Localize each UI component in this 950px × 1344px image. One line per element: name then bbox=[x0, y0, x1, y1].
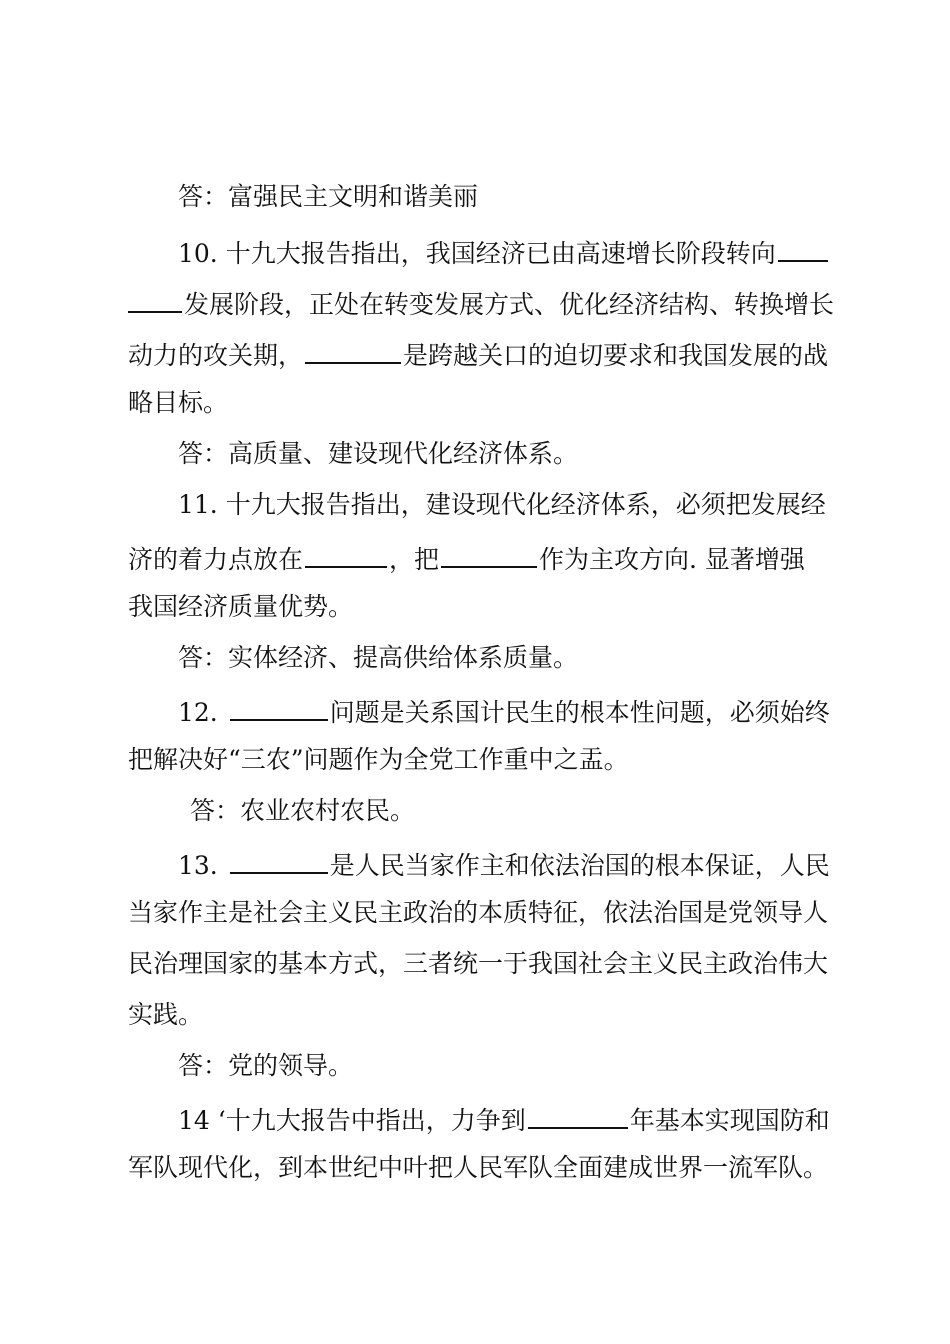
question-13-text-3: 民治理国家的基本方式，三者统一于我国社会主义民主政治伟大 bbox=[128, 949, 829, 978]
question-13-number: 13. bbox=[178, 851, 218, 880]
answer-12 bbox=[190, 791, 950, 831]
question-14-blank bbox=[528, 1097, 628, 1129]
question-14-line-1 bbox=[178, 1097, 950, 1137]
answer-9-text: 答：富强民主文明和谐美丽 bbox=[178, 182, 479, 211]
question-11-text-3: 我国经济质量优势。 bbox=[128, 592, 354, 621]
question-13-text-1: 是人民当家作主和依法治国的根本保证，人民 bbox=[329, 851, 830, 880]
answer-10-text: 答：高质量、建设现代化经济体系。 bbox=[178, 439, 579, 468]
question-10-text-3a: 动力的攻关期， bbox=[128, 341, 304, 370]
answer-11-text: 答：实体经济、提高供给体系质量。 bbox=[178, 643, 579, 672]
question-10-text-3b: 是跨越关口的迫切要求和我国发展的战 bbox=[403, 341, 829, 370]
question-10-line-1 bbox=[178, 230, 950, 270]
question-11-line-3 bbox=[128, 587, 950, 627]
answer-13-text: 答：党的领导。 bbox=[178, 1051, 354, 1080]
question-10-blank-2 bbox=[305, 332, 401, 364]
question-11-blank-1 bbox=[305, 536, 387, 568]
question-10-text-4: 略目标。 bbox=[128, 388, 229, 417]
question-11-line-1 bbox=[178, 485, 950, 525]
question-11-text-2a: 济的着力点放在 bbox=[128, 545, 304, 574]
question-10-line-2 bbox=[128, 281, 950, 321]
question-13-line-3 bbox=[128, 944, 950, 984]
question-10-text-2: 发展阶段，正处在转变发展方式、优化经济结构、转换增长 bbox=[184, 290, 835, 319]
question-12-line-2 bbox=[128, 740, 950, 780]
question-11-line-2 bbox=[128, 536, 950, 576]
question-14-line-2 bbox=[128, 1148, 950, 1188]
question-13-blank bbox=[230, 842, 328, 874]
question-14-text-1a: 14 ‘十九大报告中指出，力争到 bbox=[178, 1106, 526, 1135]
question-12-text-1: 问题是关系国计民生的根本性问题，必须始终 bbox=[329, 698, 830, 727]
question-12-text-2: 把解决好“三农”问题作为全党工作重中之盂。 bbox=[128, 745, 629, 774]
question-13-line-1 bbox=[178, 842, 950, 882]
answer-13 bbox=[178, 1046, 950, 1086]
question-14-text-2: 军队现代化，到本世纪中叶把人民军队全面建成世界一流军队。 bbox=[128, 1153, 829, 1182]
question-12-line-1 bbox=[178, 689, 950, 729]
question-11-blank-2 bbox=[441, 536, 537, 568]
question-11-text-1: 11. 十九大报告指出，建设现代化经济体系，必须把发展经 bbox=[178, 490, 826, 519]
question-11-text-2c: 作为主攻方向. 显著增强 bbox=[539, 545, 805, 574]
question-13-text-4: 实践。 bbox=[128, 1000, 204, 1029]
answer-10 bbox=[178, 434, 950, 474]
question-13-line-2 bbox=[128, 893, 950, 933]
question-12-blank bbox=[230, 689, 328, 721]
answer-12-text: 答：农业农村农民。 bbox=[190, 796, 416, 825]
question-11-text-2b: ，把 bbox=[389, 545, 440, 574]
question-13-text-2: 当家作主是社会主义民主政治的本质特征，依法治国是党领导人 bbox=[128, 898, 829, 927]
question-14-text-1b: 年基本实现国防和 bbox=[629, 1106, 830, 1135]
answer-11 bbox=[178, 638, 950, 678]
question-12-number: 12. bbox=[178, 698, 218, 727]
question-10-blank-1b bbox=[128, 281, 182, 313]
answer-9 bbox=[178, 177, 950, 217]
question-10-blank-1a bbox=[778, 230, 828, 262]
question-13-line-4 bbox=[128, 995, 950, 1035]
question-10-text-1: 10. 十九大报告指出，我国经济已由高速增长阶段转向 bbox=[178, 239, 776, 268]
question-10-line-3 bbox=[128, 332, 950, 372]
question-10-line-4 bbox=[128, 383, 950, 423]
